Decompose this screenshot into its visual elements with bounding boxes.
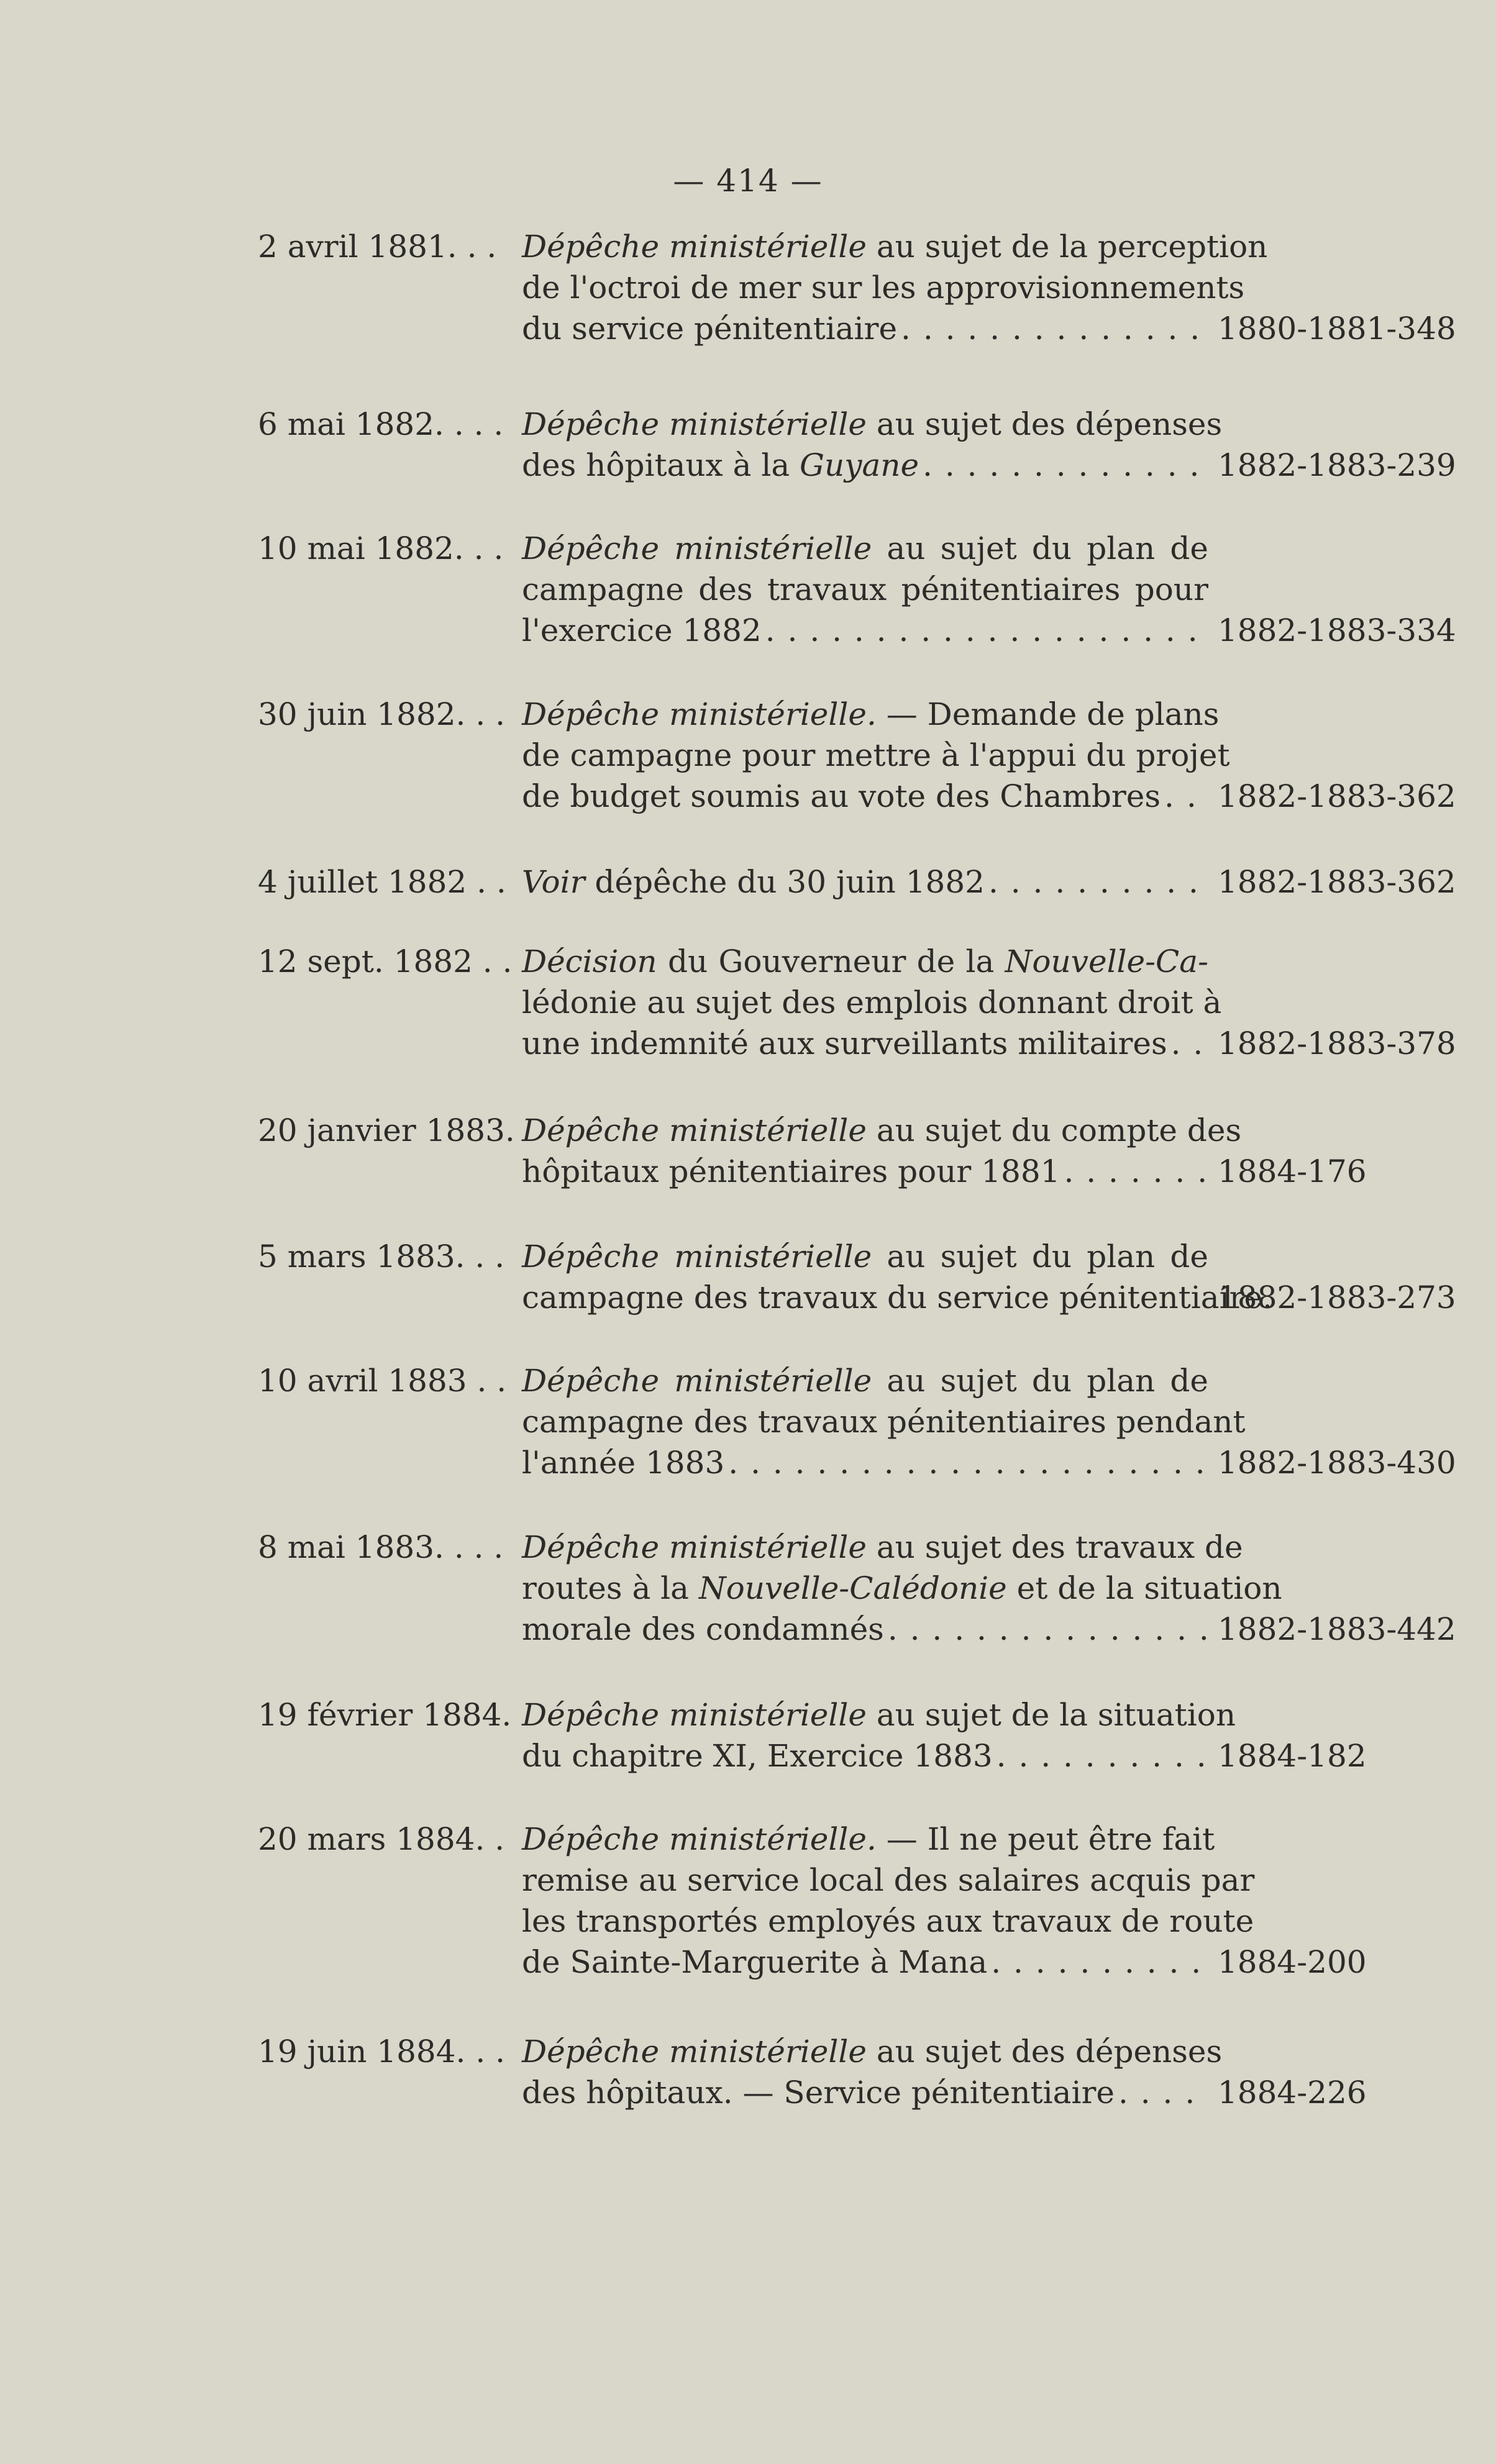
entry-reference: 1884-226	[1218, 2075, 1367, 2111]
entry-reference: 1884-200	[1218, 1944, 1367, 1980]
entry-reference: 1882-1883-378	[1218, 1025, 1456, 1062]
entry-description: Dépêche ministérielle au sujet du compte des hôpitaux pénitentiaires pour 1881 . . .	[522, 1110, 1208, 1192]
entry-reference: 1882-1883-273	[1218, 1280, 1456, 1316]
entry-description: Dépêche ministérielle au sujet du plan de campagne des travaux du service pénitentiaire.	[522, 1239, 1272, 1316]
entry-date: 5 mars 1883. . .	[258, 1239, 505, 1275]
entry-head: Dépêche ministérielle	[522, 530, 872, 566]
entry-head: Dépêche ministérielle.	[522, 696, 877, 732]
entry-reference: 1882-1883-430	[1218, 1445, 1456, 1481]
entry-date: 30 juin 1882. . .	[258, 696, 506, 732]
entry-date: 20 mars 1884. .	[258, 1821, 505, 1857]
entry-description: Voir dépêche du 30 juin 1882 . . .	[522, 861, 1208, 902]
entry-reference: 1882-1883-334	[1218, 612, 1456, 648]
entry-date: 19 février 1884.	[258, 1697, 512, 1733]
entry-description: Dépêche ministérielle au sujet du plan de campagne des travaux pénitentiaires pendant l'année 1883 . . .	[522, 1360, 1208, 1483]
entry-description: Dépêche ministérielle. — Demande de plans de campagne pour mettre à l'appui du projet de budget soumis au vote des Chambres . . .	[522, 694, 1208, 817]
page-number: — 414 —	[673, 163, 823, 199]
entry-description: Dépêche ministérielle au sujet des dépenses des hôpitaux à la Guyane . . .	[522, 404, 1208, 486]
entry-reference: 1884-176	[1218, 1153, 1367, 1189]
entry-date: 2 avril 1881. . .	[258, 229, 497, 265]
entry-head: Dépêche ministérielle	[522, 1697, 867, 1733]
entry-description: Dépêche ministérielle au sujet de la situation du chapitre XI, Exercice 1883 . . .	[522, 1694, 1208, 1776]
entry-head: Dépêche ministérielle	[522, 1529, 867, 1565]
entry-description: Dépêche ministérielle. — Il ne peut être fait remise au service local des salaires acquis par les transportés employés aux travaux de route de Sainte-Marguerite à Mana . . .	[522, 1819, 1208, 1983]
entry-reference: 1882-1883-239	[1218, 447, 1456, 483]
entry-head: Décision	[522, 943, 657, 980]
entry-date: 20 janvier 1883.	[258, 1112, 515, 1148]
entry-date: 6 mai 1882. . . .	[258, 406, 504, 442]
entry-head: Dépêche ministérielle	[522, 1363, 872, 1399]
entry-head: Dépêche ministérielle	[522, 1112, 867, 1148]
entry-description: Décision du Gouverneur de la Nouvelle-Ca- lédonie au sujet des emplois donnant droit à une indemnité aux surveillants militaires . . .	[522, 941, 1208, 1064]
entry-head: Dépêche ministérielle.	[522, 1821, 877, 1857]
entry-date: 12 sept. 1882 . .	[258, 943, 513, 980]
entry-head: Dépêche ministérielle	[522, 229, 867, 265]
entry-reference: 1882-1883-442	[1218, 1611, 1456, 1647]
entry-description: Dépêche ministérielle au sujet des travaux de routes à la Nouvelle-Calédonie et de la situation morale des condamnés . . .	[522, 1527, 1208, 1650]
entry-description: Dépêche ministérielle au sujet du plan de campagne des travaux pénitentiaires pour l'exercice 1882 . . .	[522, 528, 1208, 651]
entry-reference: 1884-182	[1218, 1738, 1367, 1774]
entry-date: 10 mai 1882. . .	[258, 530, 504, 566]
entry-reference: 1882-1883-362	[1218, 864, 1456, 900]
entry-date: 8 mai 1883. . . .	[258, 1529, 504, 1565]
entry-date: 19 juin 1884. . .	[258, 2034, 506, 2070]
entry-reference: 1880-1881-348	[1218, 311, 1456, 347]
entry-head: Voir	[522, 864, 585, 900]
entry-date: 10 avril 1883 . .	[258, 1363, 507, 1399]
entry-description: Dépêche ministérielle au sujet de la perception de l'octroi de mer sur les approvisionnements du service pénitentiaire . . .	[522, 226, 1208, 349]
entry-reference: 1882-1883-362	[1218, 778, 1456, 814]
entry-head: Dépêche ministérielle	[522, 406, 867, 442]
entry-description: Dépêche ministérielle au sujet des dépenses des hôpitaux. — Service pénitentiaire . . .	[522, 2031, 1208, 2113]
entry-head: Dépêche ministérielle	[522, 1239, 872, 1275]
entry-head: Dépêche ministérielle	[522, 2034, 867, 2070]
entry-date: 4 juillet 1882 . .	[258, 864, 506, 900]
